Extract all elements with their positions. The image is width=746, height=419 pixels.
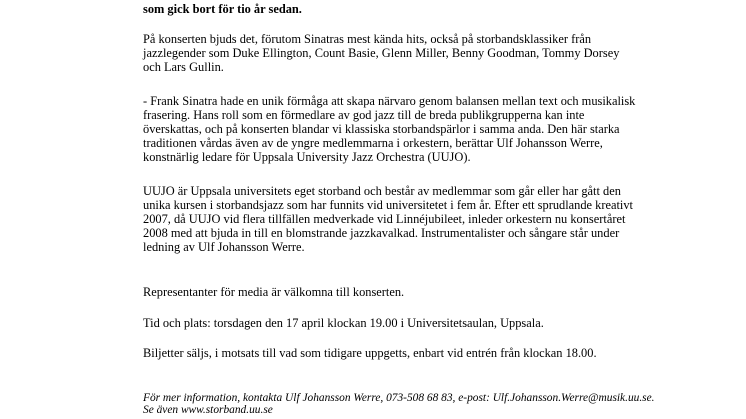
quote-line-5: konstnärlig ledare för Uppsala University Jazz Orchestra (UUJO). [143,149,471,164]
media-paragraph [143,286,404,300]
about-line-1: UUJO är Uppsala universitets eget storband och består av medlemmar som går eller har gått den [143,184,621,198]
intro-tail-line: som gick bort för tio år sedan. [143,2,302,16]
about-line-2: unika kursen i storbandsjazz som har funnits vid universitetet i fem år. Efter ett sprudlande kreativt [143,197,633,212]
repertoire-paragraph [143,33,619,75]
about-line-3: 2007, då UUJO vid flera tillfällen medverkade vid Linnéjubileet, inleder orkestern nu konsertåret [143,211,626,226]
repertoire-line-3: och Lars Gullin. [143,59,224,74]
footer-website-line: Se även www.storband.uu.se [143,404,273,416]
tickets-line: Biljetter säljs, i motsats till vad som tidigare uppgetts, enbart vid entrén från klockan 18.00. [143,346,597,360]
intro-tail-text [143,3,302,17]
quote-line-3: överskattas, och på konserten blandar vi klassiska storbandspärlor i samma anda. Den här starka [143,121,620,136]
time-place-line: Tid och plats: torsdagen den 17 april klockan 19.00 i Universitetsaulan, Uppsala. [143,316,544,330]
quote-line-4: traditionen vårdas även av de yngre medlemmarna i orkestern, berättar Ulf Johansson Werre, [143,135,603,150]
about-paragraph [143,185,633,255]
about-line-5: ledning av Ulf Johansson Werre. [143,239,305,254]
tickets-paragraph [143,347,597,361]
footer-contact-line: För mer information, kontakta Ulf Johansson Werre, 073-508 68 83, e-post: Ulf.Johansson.Werre@musik.uu.se. [143,392,655,404]
media-line: Representanter för media är välkomna till konserten. [143,285,405,299]
repertoire-line-1: På konserten bjuds det, förutom Sinatras mest kända hits, också på storbandsklassiker från [143,32,592,46]
repertoire-line-2: jazzlegender som Duke Ellington, Count Basie, Glenn Miller, Benny Goodman, Tommy Dorsey [143,45,620,60]
time-place-paragraph [143,317,544,331]
quote-paragraph [143,95,635,165]
footer-contact [143,392,655,416]
about-line-4: 2008 med att bjuda in till en blomstrande jazzkavalkad. Instrumentalister och sångare står under [143,225,620,240]
quote-line-2: frasering. Hans roll som en förmedlare av god jazz till de breda publikgrupperna kan inte [143,107,585,122]
quote-line-1: - Frank Sinatra hade en unik förmåga att skapa närvaro genom balansen mellan text och musikalisk [143,94,636,108]
